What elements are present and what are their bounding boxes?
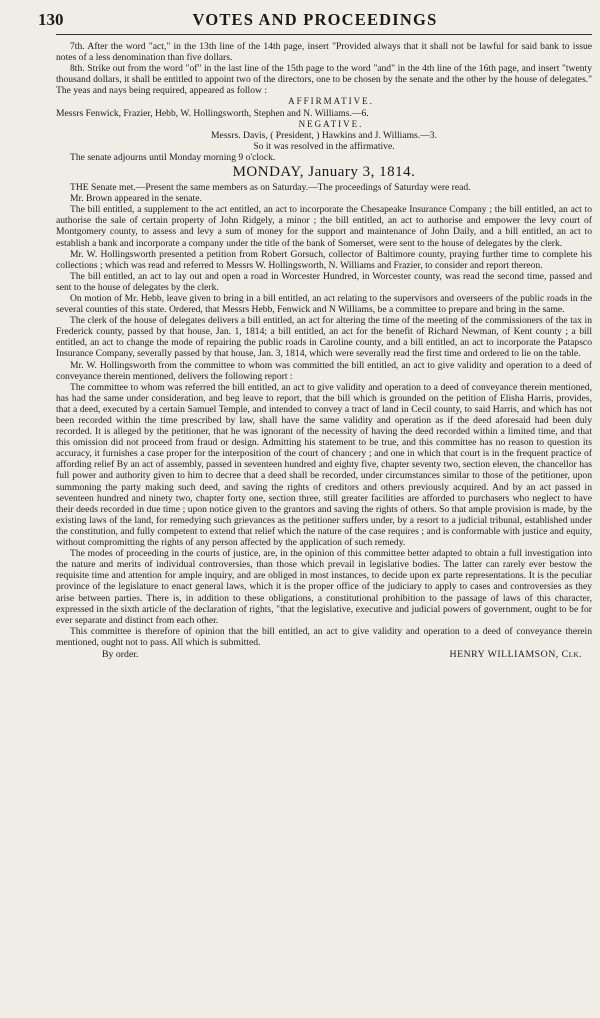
date-heading: MONDAY, January 3, 1814. (232, 164, 416, 181)
bills-sent: The bill entitled, a supplement to the act entitled, an act to incorporate the Chesapeake Insurance Company ; the bill entitled, an act to authorise the sale of certain property of John Ridgely, a minor ; the bill entitled, an act to authorise and empower the levy court of Montgomery county, to assess and levy a sum of money for the support and maintenance of John Daily, and a bill entitled, an act to establish a bank and incorporate a company under the title of the bank of Somerset, were sent to the house of delegates by the clerk. (56, 204, 592, 249)
affirmative-names: Messrs Fenwick, Frazier, Hebb, W. Hollingsworth, Stephen and N. Williams.—6. (56, 107, 369, 119)
page-body (56, 41, 592, 660)
committee-report: The committee to whom was referred the bill entitled, an act to give validity and operation to a deed of conveyance therein mentioned, has had the same under consideration, and beg leave to report, that the bill which is grounded on the petition of Elisha Harris, provides, that a deed, executed by a certain Samuel Temple, and intended to convey a tract of land in Cecil county, to said Harris, and which has not been recorded within the time prescribed by law, shall have the same validity and operation as if the deed aforesaid had been duly recorded. It is alleged by the petitioner, that he was ignorant of the necessity of having the deed recorded within a limited time, and that this omission did not proceed from fraud or design. Admitting his statement to be true, and this committee has no reason to question its accuracy, it furnishes a case proper for the interposition of the court of chancery ; and one in which that court is in the frequent practice of affording relief By an act of assembly, passed in seventeen hundred and eighty five, chapter seventy two, section eleven, the chancellor has full power and authority given to him to decree that a deed shall be recorded, under circumstances similar to those of the petitioner, upon summoning the party making such deed, and saving the rights of creditors and others previously acquired. And by an act passed in seventeen hundred and ninety two, chapter forty one, section three, still greater facilities are afforded to purchasers who neglect to have their deeds recorded in due time ; upon notice given to the grantors and saving the rights of others. So that ample provision is made, by the existing laws of the land, for remedying such grievances as the petitioner suffers under, by a resort to a judicial tribunal, established under the constitution, and fully competent to extend that relief which the nature of the case requires ; and is conformable with justice and equity, without compromitting the rights of any person affected by the application of such remedy. (56, 381, 592, 549)
worcester-road-bill: The bill entitled, an act to lay out and open a road in Worcester Hundred, in Worcester county, was read the second time, passed and sent to the house of delegates by the clerk. (56, 270, 592, 293)
running-title: VOTES AND PROCEEDINGS (192, 10, 438, 29)
brown-appeared: Mr. Brown appeared in the senate. (70, 193, 202, 205)
clerk-signature: HENRY WILLIAMSON, Clk. (449, 648, 582, 660)
negative-label: NEGATIVE. (298, 118, 364, 129)
page-number: 130 (38, 10, 64, 29)
resolution-result: So it was resolved in the affirmative. (253, 140, 395, 152)
senate-met: THE Senate met.—Present the same members as on Saturday.—The proceedings of Saturday were read. (70, 182, 471, 194)
modes-of-proceeding: The modes of proceeding in the courts of justice, are, in the opinion of this committee better adapted to obtain a full investigation into the nature and merits of individual controversies, than those which prevail in legislative bodies. The latter can rarely ever bestow the requisite time and attention for ample inquiry, and are obliged in most instances, to decide upon ex parte representations. It is the peculiar province of the legislature to enact general laws, which it is the proper office of the judiciary to apply to cases and controversies as they arise between parties. There is, in addition to these obligations, a constitutional prohibition to the passage of laws of this character, expressed in the sixth article of the declaration of rights, "that the legislative, executive and judicial powers of government, ought to be for ever separate and distinct from each other. (56, 548, 592, 626)
negative-names: Messrs. Davis, ( President, ) Hawkins and J. Williams.—3. (211, 129, 437, 141)
page-header (38, 10, 592, 35)
signoff (56, 649, 592, 660)
hebb-motion: On motion of Mr. Hebb, leave given to bring in a bill entitled, an act relating to the supervisors and overseers of the public roads in the several counties of this state. Ordered, that Messrs Hebb, Fenwick and N Williams, be a committee to prepare and bring in the same. (56, 292, 592, 316)
amendment-8th: 8th. Strike out from the word "of" in the last line of the 15th page to the word "and" in the 4th line of the 16th page, and insert "twenty thousand dollars, it shall be entitled to appoint two of the directors, one to be chosen by the senate and the other by the house of delegates." The yeas and nays being required, appeared as follow : (56, 63, 592, 97)
clerk-delivers-bills: The clerk of the house of delegates delivers a bill entitled, an act for altering the time of the meeting of the commissioners of the tax in Frederick county, passed by that house, Jan. 1, 1814; a bill entitled, an act for the benefit of Richard Newman, of Kent county ; a bill entitled, an act to change the mode of repairing the public roads in Caroline county, and a bill entitled, an act to incorporate the Patapsco Insurance Company, severally passed by that house, Jan. 3, 1814, which were severally read the first time and ordered to lie on the table. (56, 315, 592, 360)
committee-intro: Mr. W. Hollingsworth from the committee to whom was committed the bill entitled, an act to give validity and operation to a deed of conveyance therein mentioned, delivers the following report : (56, 359, 592, 382)
affirmative-label: AFFIRMATIVE. (288, 96, 374, 107)
amendment-7th: 7th. After the word "act," in the 13th line of the 14th page, insert "Provided always that it shall not be lawful for said bank to issue notes of a less denomination than five dollars. (56, 41, 592, 64)
by-order: By order. (102, 648, 139, 660)
adjournment: The senate adjourns until Monday morning 9 o'clock. (70, 151, 276, 163)
gorsuch-petition: Mr. W. Hollingsworth presented a petition from Robert Gorsuch, collector of Baltimore county, praying further time to complete his collections ; which was read and referred to Messrs W. Hollingsworth, N. Williams and Frazier, to consider and report thereon. (56, 248, 592, 271)
committee-opinion: This committee is therefore of opinion that the bill entitled, an act to give validity and operation to a deed of conveyance therein mentioned, ought not to pass. All which is submitted. (56, 625, 592, 648)
